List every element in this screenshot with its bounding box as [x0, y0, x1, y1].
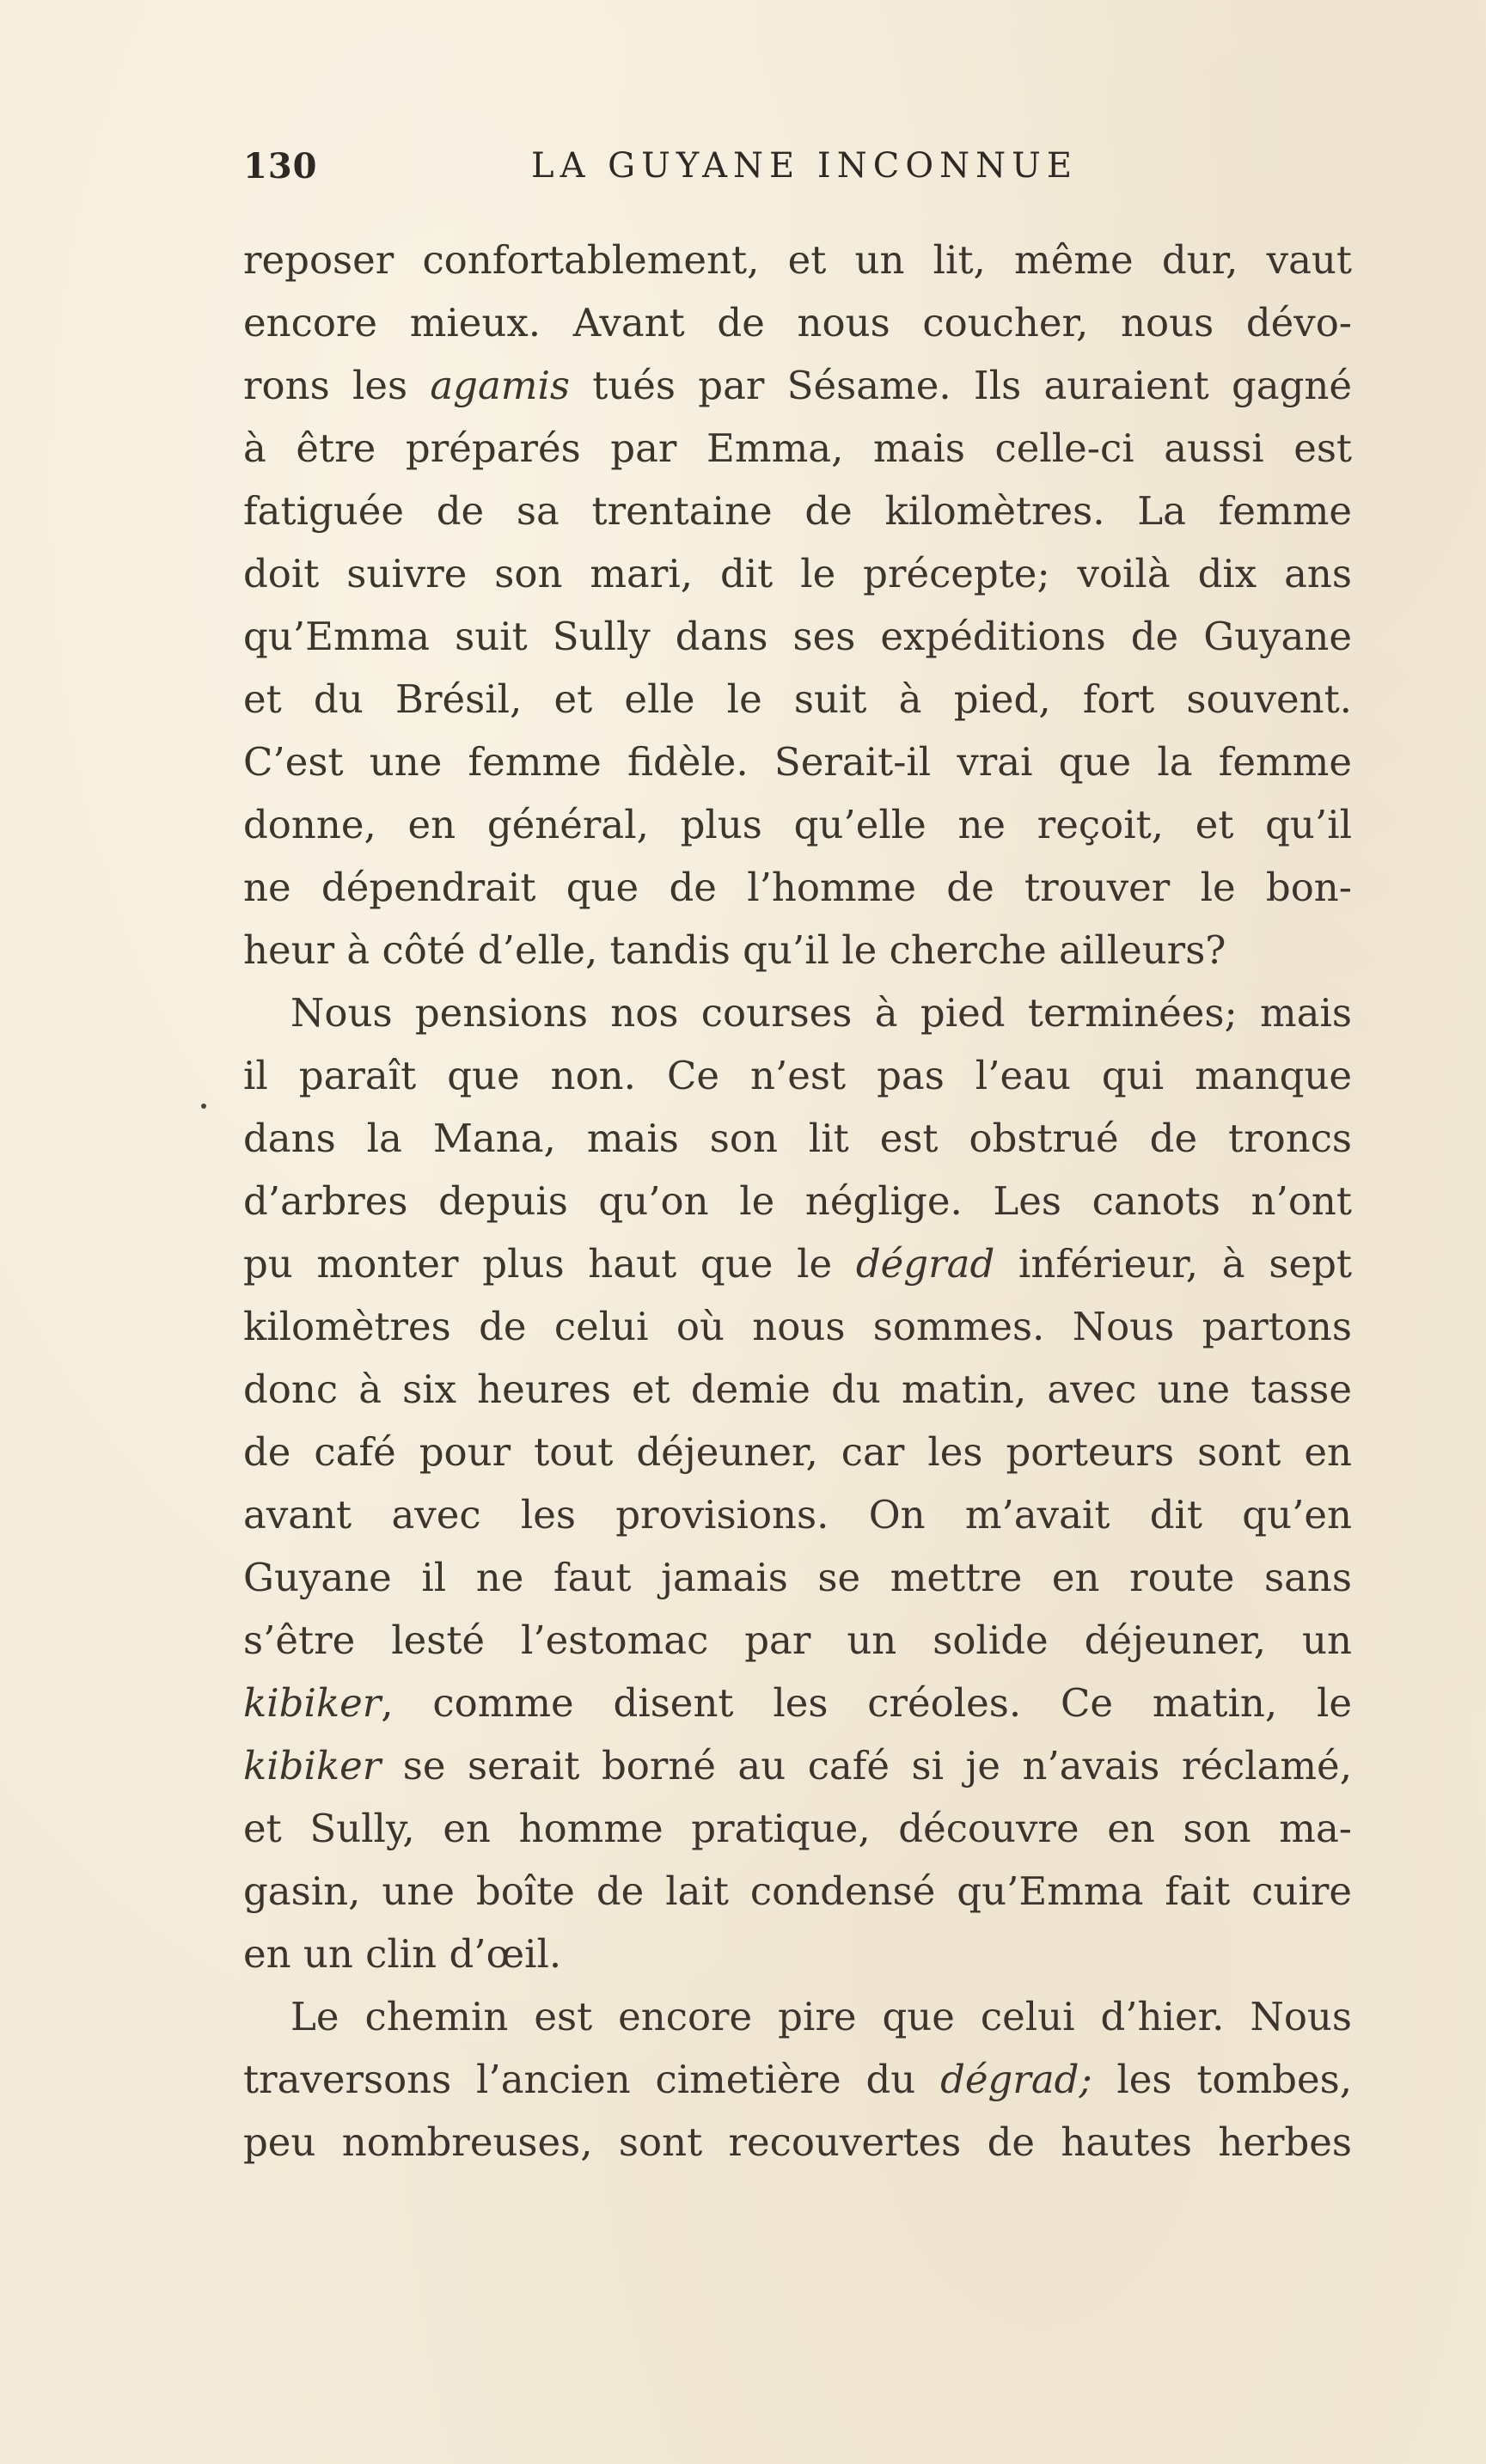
text-line: C’est une femme fidèle. Serait-il vrai que la femme	[243, 739, 1352, 785]
ink-speck	[201, 1104, 206, 1109]
text-line: en un clin d’œil.	[243, 1931, 562, 1977]
text-line: Le chemin est encore pire que celui d’hier. Nous	[290, 1994, 1352, 2039]
text-line: pu monter plus haut que le dégrad inférieur, à sept	[243, 1241, 1352, 1287]
text-line: reposer confortablement, et un lit, même dur, vaut	[243, 237, 1352, 283]
text-line: donne, en général, plus qu’elle ne reçoit, et qu’il	[243, 802, 1352, 847]
body-text	[243, 229, 1352, 2174]
text-line: Nous pensions nos courses à pied terminées; mais	[290, 990, 1352, 1036]
text-line: ne dépendrait que de l’homme de trouver le bon-	[243, 865, 1352, 910]
text-line: donc à six heures et demie du matin, avec une tasse	[243, 1367, 1352, 1412]
text-line: d’arbres depuis qu’on le néglige. Les canots n’ont	[243, 1178, 1352, 1224]
text-line: heur à côté d’elle, tandis qu’il le cherche ailleurs?	[243, 927, 1226, 973]
running-title: LA GUYANE INCONNUE	[531, 146, 1079, 186]
text-line: il paraît que non. Ce n’est pas l’eau qui manque	[243, 1053, 1352, 1098]
text-line: encore mieux. Avant de nous coucher, nous dévo-	[243, 300, 1352, 345]
text-line: dans la Mana, mais son lit est obstrué de troncs	[243, 1116, 1352, 1161]
text-line: kilomètres de celui où nous sommes. Nous partons	[243, 1304, 1352, 1349]
text-line: peu nombreuses, sont recouvertes de hautes herbes	[243, 2119, 1352, 2165]
text-line: et du Brésil, et elle le suit à pied, fort souvent.	[243, 676, 1352, 722]
text-line: fatiguée de sa trentaine de kilomètres. La femme	[243, 488, 1352, 534]
text-line: gasin, une boîte de lait condensé qu’Emma fait cuire	[243, 1868, 1352, 1914]
text-line: kibiker se serait borné au café si je n’avais réclamé,	[243, 1743, 1352, 1788]
text-line: Guyane il ne faut jamais se mettre en route sans	[243, 1555, 1352, 1600]
text-line: s’être lesté l’estomac par un solide déjeuner, un	[243, 1617, 1352, 1663]
text-line: kibiker, comme disent les créoles. Ce matin, le	[243, 1680, 1352, 1726]
text-line: traversons l’ancien cimetière du dégrad; les tombes,	[243, 2057, 1352, 2102]
text-line: de café pour tout déjeuner, car les porteurs sont en	[243, 1429, 1352, 1475]
text-line: qu’Emma suit Sully dans ses expéditions de Guyane	[243, 614, 1352, 659]
running-head	[243, 146, 1352, 198]
text-line: rons les agamis tués par Sésame. Ils auraient gagné	[243, 363, 1352, 408]
text-line: avant avec les provisions. On m’avait dit qu’en	[243, 1492, 1352, 1538]
page-number: 130	[243, 146, 318, 186]
text-line: et Sully, en homme pratique, découvre en son ma-	[243, 1806, 1352, 1851]
text-line: à être préparés par Emma, mais celle-ci aussi est	[243, 425, 1352, 471]
text-line: doit suivre son mari, dit le précepte; voilà dix ans	[243, 551, 1352, 596]
